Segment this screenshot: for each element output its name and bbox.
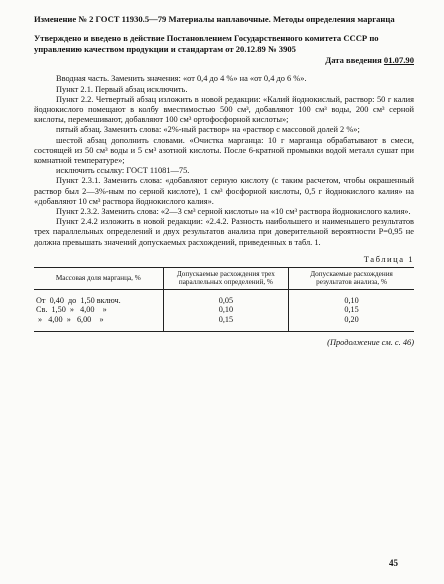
mass-fraction-cell: Св. 1,50 » 4,00 » (34, 305, 163, 315)
mass-fraction-cell: » 4,00 » 6,00 » (34, 315, 163, 331)
amendment-paragraph: исключить ссылку: ГОСТ 11081—75. (56, 166, 190, 176)
page-number: 45 (389, 558, 398, 568)
table-row (34, 289, 414, 305)
document-page (34, 14, 414, 347)
introduction-date-label: Дата введения (325, 55, 382, 66)
amendment-body (34, 74, 414, 247)
parallel-tolerance-cell: 0,15 (163, 315, 288, 331)
table-body (34, 289, 414, 331)
table-header-analysis: Допускаемые расхождения результатов анализа, % (289, 267, 414, 289)
amendment-paragraph: Пункт 2.4.2 изложить в новой редакции: «2.4.2. Разность наибольшего и наименьшего результатов трех параллельных определений и двух результатов анализа при доверительной вероятности P=0,95 не должна превышать значений допускаемых расхождений, приведенных в табл. 1. (34, 217, 414, 247)
table-header-parallel: Допускаемые расхождения трех параллельных определений, % (163, 267, 288, 289)
introduction-date (34, 55, 414, 65)
amendment-paragraph: пятый абзац. Заменить слова: «2%-ный раствор» на «раствор с массовой долей 2 %»; (56, 125, 360, 135)
amendment-paragraph: шестой абзац дополнить словами. «Очистка марганца: 10 г марганца обрабатывают в смеси, состоящей из 50 см³ воды и 5 см³ азотной кислоты. После 6-кратной промывки водой металл сушат при комнатной температуре»; (34, 135, 414, 166)
amendment-paragraph: Пункт 2.2. Четвертый абзац изложить в новой редакции: «Калий йоднокислый, раствор: 50 г калия йоднокислого помещают в колбу вместимостью 500 см³, добавляют 100 см³ воды, 200 см³ серной кислоты, перемешивают, добавляют 100 см³ ортофосфорной кислоты»; (34, 94, 414, 125)
table-row (34, 305, 414, 315)
amendment-paragraph: Вводная часть. Заменить значения: «от 0,4 до 4 %» на «от 0,4 до 6 %». (56, 74, 307, 84)
approval-statement: Утверждено и введено в действие Постановлением Государственного комитета СССР по управлению качеством продукции и стандартам от 20.12.89 № 3905 (34, 32, 379, 54)
table-header-fraction: Массовая доля марганца, % (34, 267, 163, 289)
amendment-paragraph: Пункт 2.3.1. Заменить слова: «добавляют серную кислоту (с таким расчетом, чтобы окрашенный раствор был 2—3%-ным по серной кислоте), 1 см³ фосфорной кислоты, 0,5 г йоднокислого калия» на «добавляют 10 см³ раствора йоднокислого калия». (34, 176, 414, 206)
amendment-title: Изменение № 2 ГОСТ 11930.5—79 Материалы наплавочные. Методы определения марганца (34, 14, 395, 24)
amendment-paragraph: Пункт 2.1. Первый абзац исключить. (56, 84, 188, 94)
analysis-tolerance-cell: 0,10 (344, 295, 359, 305)
table-title: Таблица 1 (363, 253, 414, 264)
mass-fraction-cell: От 0,40 до 1,50 включ. (34, 289, 163, 305)
continuation-note: (Продолжение см. с. 46) (327, 338, 414, 348)
introduction-date-value: 01.07.90 (383, 55, 414, 66)
amendment-paragraph: Пункт 2.3.2. Заменить слова: «2—3 см³ серной кислоты» на «10 см³ раствора йоднокислого калия». (56, 207, 411, 217)
analysis-tolerance-cell: 0,15 (344, 305, 359, 315)
table-row (34, 315, 414, 331)
parallel-tolerance-cell: 0,10 (163, 305, 288, 315)
analysis-tolerance-cell: 0,20 (289, 315, 414, 331)
tolerance-table (34, 267, 414, 332)
parallel-tolerance-cell: 0,05 (163, 289, 288, 305)
